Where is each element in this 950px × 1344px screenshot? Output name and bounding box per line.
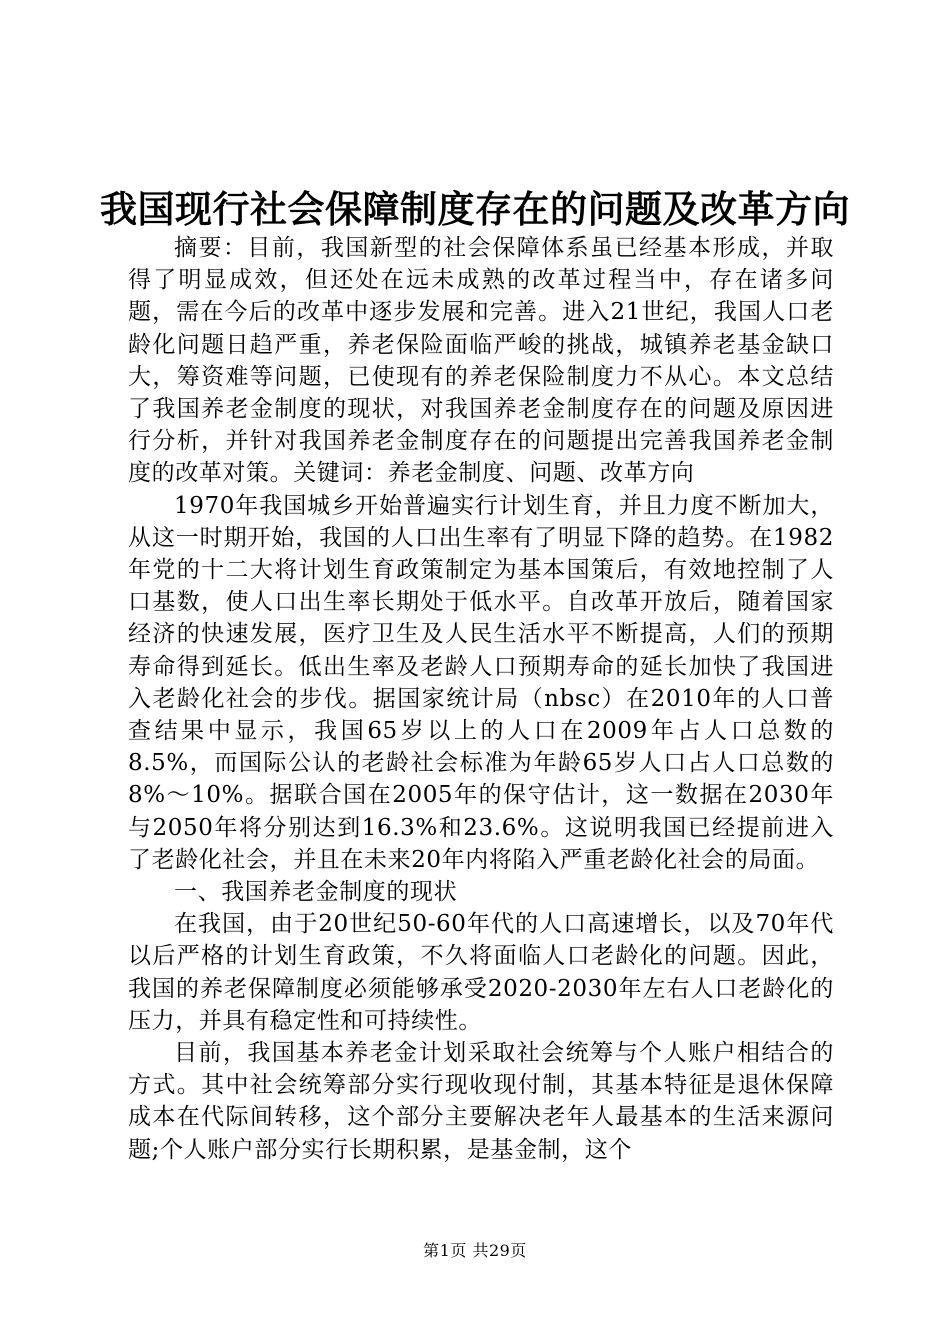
body-paragraph-pension-structure: 目前，我国基本养老金计划采取社会统筹与个人账户相结合的方式。其中社会统筹部分实行现收现付制，其基本特征是退休保障成本在代际间转移，这个部分主要解决老年人最基本的生活来源问题;个人账户部分实行长期积累，是基金制，这个 xyxy=(128,1040,834,1163)
body-paragraph-aging: 1970年我国城乡开始普遍实行计划生育，并且力度不断加大，从这一时期开始，我国的人口出生率有了明显下降的趋势。在1982年党的十二大将计划生育政策制定为基本国策后，有效地控制了人口基数，使人口出生率长期处于低水平。自改革开放后，随着国家经济的快速发展，医疗卫生及人民生活水平不断提高，人们的预期寿命得到延长。低出生率及老龄人口预期寿命的延长加快了我国进入老龄化社会的步伐。据国家统计局（nbsc）在2010年的人口普查结果中显示，我国65岁以上的人口在2009年占人口总数的8.5%，而国际公认的老龄社会标准为年龄65岁人口占人口总数的8%～10%。据联合国在2005年的保守估计，这一数据在2030年与2050年将分别达到16.3%和23.6%。这说明我国已经提前进入了老龄化社会，并且在未来20年内将陷入严重老龄化社会的局面。 xyxy=(128,492,834,873)
document-title: 我国现行社会保障制度存在的问题及改革方向 xyxy=(100,187,850,231)
page-number-footer: 第1页 共29页 xyxy=(423,1241,527,1260)
abstract-paragraph: 摘要：目前，我国新型的社会保障体系虽已经基本形成，并取得了明显成效，但还处在远未成熟的改革过程当中，存在诸多问题，需在今后的改革中逐步发展和完善。进入21世纪，我国人口老龄化问题日趋严重，养老保险面临严峻的挑战，城镇养老基金缺口大，筹资难等问题，已使现有的养老保险制度力不从心。本文总结了我国养老金制度的现状，对我国养老金制度存在的问题及原因进行分析，并针对我国养老金制度存在的问题提出完善我国养老金制度的改革对策。关键词：养老金制度、问题、改革方向 xyxy=(128,235,834,487)
section-heading: 一、我国养老金制度的现状 xyxy=(174,879,458,906)
body-paragraph-pension-pressure: 在我国，由于20世纪50-60年代的人口高速增长，以及70年代以后严格的计划生育政策，不久将面临人口老龄化的问题。因此，我国的养老保障制度必须能够承受2020-2030年左右人口老龄化的压力，并具有稳定性和可持续性。 xyxy=(128,911,834,1034)
document-body xyxy=(128,232,834,1166)
